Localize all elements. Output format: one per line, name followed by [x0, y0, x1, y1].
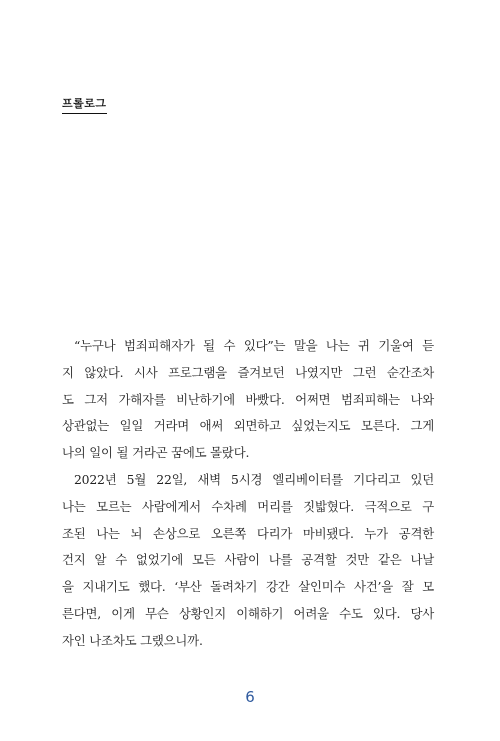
chapter-title: 프롤로그: [62, 95, 107, 114]
text-line: 나는 모르는 사람에게서 수차례 머리를 짓밟혔다. 극적으로 구: [62, 498, 434, 514]
text-line: 상관없는 일일 거라며 애써 외면하고 싶었는지도 모른다. 그게: [62, 418, 434, 434]
text-line: 나의 일이 될 거라곤 꿈에도 몰랐다.: [62, 445, 250, 461]
text-line: 지 않았다. 시사 프로그램을 즐겨보던 나였지만 그런 순간조차: [62, 364, 434, 380]
text-line: 을 지내기도 했다. ‘부산 돌려차기 강간 살인미수 사건’을 잘 모: [62, 579, 434, 595]
text-line: 자인 나조차도 그랬으니까.: [62, 632, 203, 648]
body-text: [62, 333, 434, 655]
text-line: “누구나 범죄피해자가 될 수 있다”는 말을 나는 귀 기울여 듣: [74, 338, 434, 353]
text-line: 도 그저 가해자를 비난하기에 바빴다. 어쩌면 범죄피해는 나와: [62, 391, 434, 407]
text-line: 2022년 5월 22일, 새벽 5시경 엘리베이터를 기다리고 있던: [74, 471, 434, 487]
page-number: 6: [245, 688, 255, 706]
text-line: 조된 나는 뇌 손상으로 오른쪽 다리가 마비됐다. 누가 공격한: [62, 525, 434, 541]
text-line: 건지 알 수 없었기에 모든 사람이 나를 공격할 것만 같은 나날: [62, 552, 434, 568]
text-line: 른다면, 이게 무슨 상황인지 이해하기 어려울 수도 있다. 당사: [62, 605, 434, 621]
